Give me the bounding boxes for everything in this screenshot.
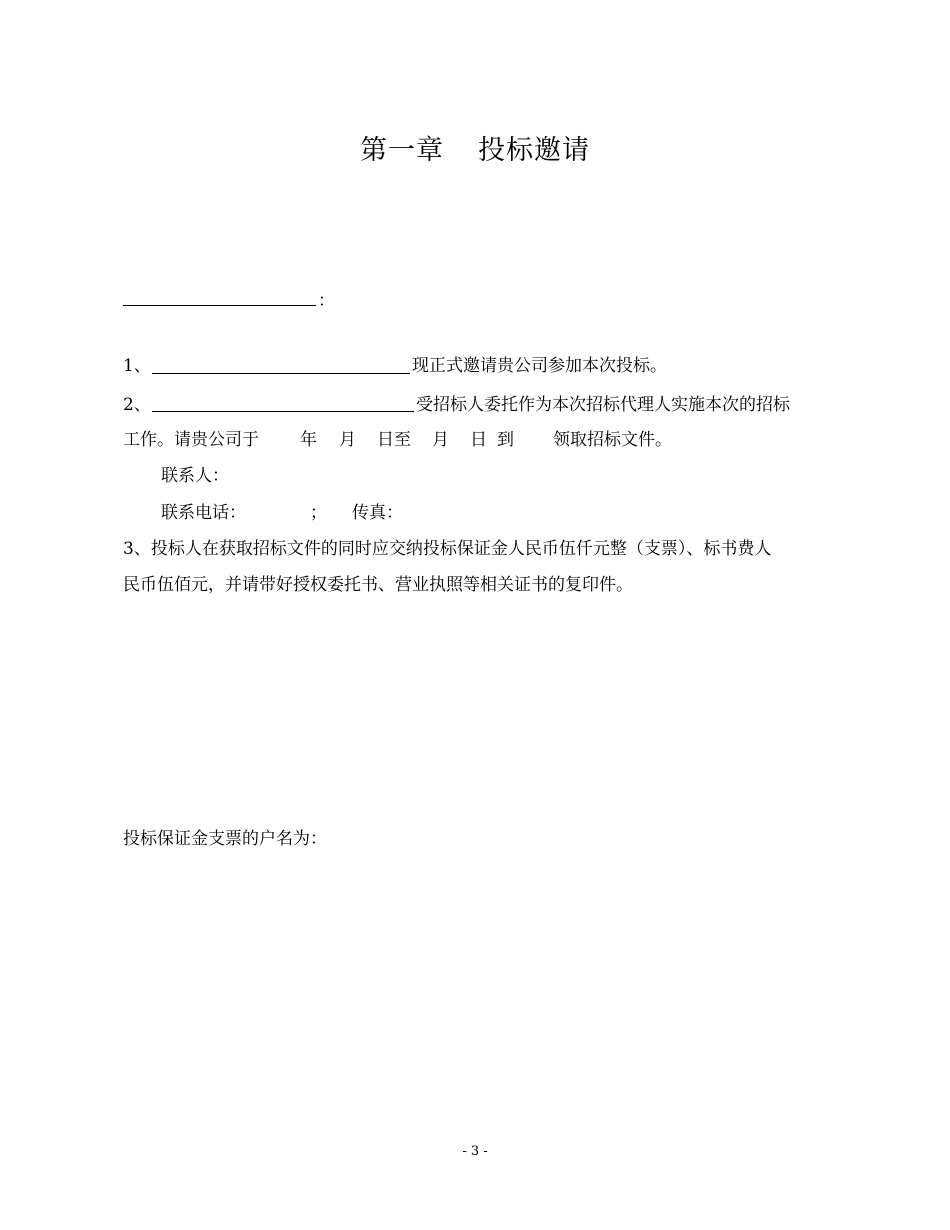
date-month1: 月 xyxy=(339,430,356,450)
item1-number: 1、 xyxy=(123,356,151,376)
chapter-title: 投标邀请 xyxy=(478,135,590,166)
date-tail: 领取招标文件。 xyxy=(553,430,672,450)
contact-phone-label: 联系电话： xyxy=(161,503,246,523)
salutation-blank xyxy=(123,305,316,306)
item2-blank xyxy=(152,411,414,412)
fax-label: 传真： xyxy=(352,503,403,523)
date-day-to: 日至 xyxy=(377,430,411,450)
item2-number: 2、 xyxy=(123,395,151,415)
item3-line2: 民币伍佰元，并请带好授权委托书、营业执照等相关证书的复印件。 xyxy=(123,575,633,595)
item1-blank xyxy=(152,373,410,374)
date-day: 日 xyxy=(470,430,487,450)
contact-person-label: 联系人： xyxy=(161,466,229,486)
date-month2: 月 xyxy=(432,430,449,450)
chapter-label: 第一章 xyxy=(360,135,444,166)
date-dao: 到 xyxy=(497,430,514,450)
cheque-name-label: 投标保证金支票的户名为： xyxy=(123,829,327,849)
page-title xyxy=(0,128,950,167)
date-year: 年 xyxy=(300,430,317,450)
item1-text: 现正式邀请贵公司参加本次投标。 xyxy=(412,356,667,376)
item2-text: 受招标人委托作为本次招标代理人实施本次的招标 xyxy=(416,395,790,415)
semicolon: ； xyxy=(310,503,327,523)
page-number: - 3 - xyxy=(462,1144,488,1159)
item3-line1: 3、投标人在获取招标文件的同时应交纳投标保证金人民币伍仟元整（支票）、标书费人 xyxy=(123,539,772,559)
item2-continuation: 工作。请贵公司于 xyxy=(123,430,259,450)
salutation-colon: ： xyxy=(318,291,335,311)
